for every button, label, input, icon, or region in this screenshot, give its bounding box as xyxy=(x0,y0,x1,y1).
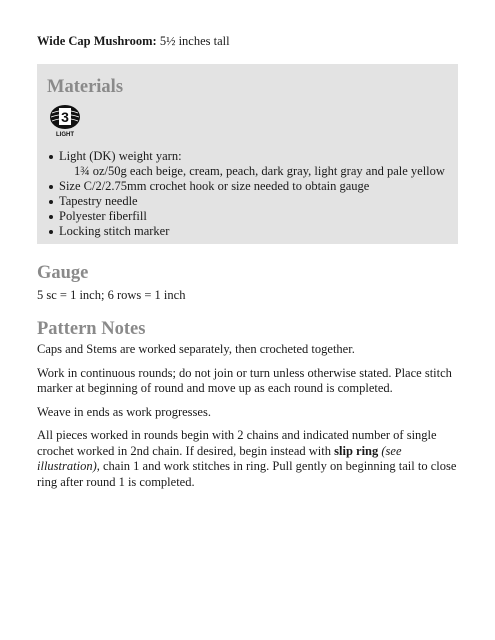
pattern-notes-heading: Pattern Notes xyxy=(37,319,146,339)
pattern-notes-body xyxy=(37,342,457,498)
yarn-weight-icon xyxy=(48,104,82,138)
project-size-line xyxy=(37,33,230,49)
note-paragraph: Caps and Stems are worked separately, then crocheted together. xyxy=(37,342,355,356)
materials-heading: Materials xyxy=(47,77,124,97)
list-item xyxy=(37,179,445,194)
list-item-text: Size C/2/2.75mm crochet hook or size needed to obtain gauge xyxy=(59,179,370,193)
materials-list xyxy=(37,149,445,239)
list-item-text: Locking stitch marker xyxy=(59,224,170,238)
yarn-weight-label: LIGHT xyxy=(56,132,74,138)
gauge-heading: Gauge xyxy=(37,263,89,283)
list-item xyxy=(37,224,445,239)
list-item xyxy=(37,149,445,179)
project-name: Wide Cap Mushroom: xyxy=(37,34,157,48)
materials-box xyxy=(37,64,458,244)
list-item-text: Tapestry needle xyxy=(59,194,138,208)
slip-ring-term: slip ring xyxy=(334,443,379,458)
list-item-subtext: 1¾ oz/50g each beige, cream, peach, dark gray, light gray and pale yellow xyxy=(74,164,445,178)
note-paragraph: Work in continuous rounds; do not join or turn unless otherwise stated. Place stitch marker at beginning of round and move up as each round is completed. xyxy=(37,365,452,395)
list-item xyxy=(37,194,445,209)
note-text: , chain 1 and work stitches in ring. Pull gently on beginning tail to close ring after round 1 is completed. xyxy=(37,459,457,489)
gauge-text: 5 sc = 1 inch; 6 rows = 1 inch xyxy=(37,288,186,302)
list-item-text: Polyester fiberfill xyxy=(59,209,147,223)
list-item xyxy=(37,209,445,224)
note-paragraph: Weave in ends as work progresses. xyxy=(37,404,211,419)
note-paragraph xyxy=(37,428,457,490)
yarn-weight-number: 3 xyxy=(61,109,69,125)
list-item-text: Light (DK) weight yarn: xyxy=(59,149,182,163)
project-size: 5½ inches tall xyxy=(159,34,230,48)
illustration-reference: (see illustration) xyxy=(37,443,402,473)
note-text: All pieces worked in rounds begin with 2 chains and indicated number of single crochet worked in 2nd chain. If desired, begin instead with xyxy=(37,428,437,458)
